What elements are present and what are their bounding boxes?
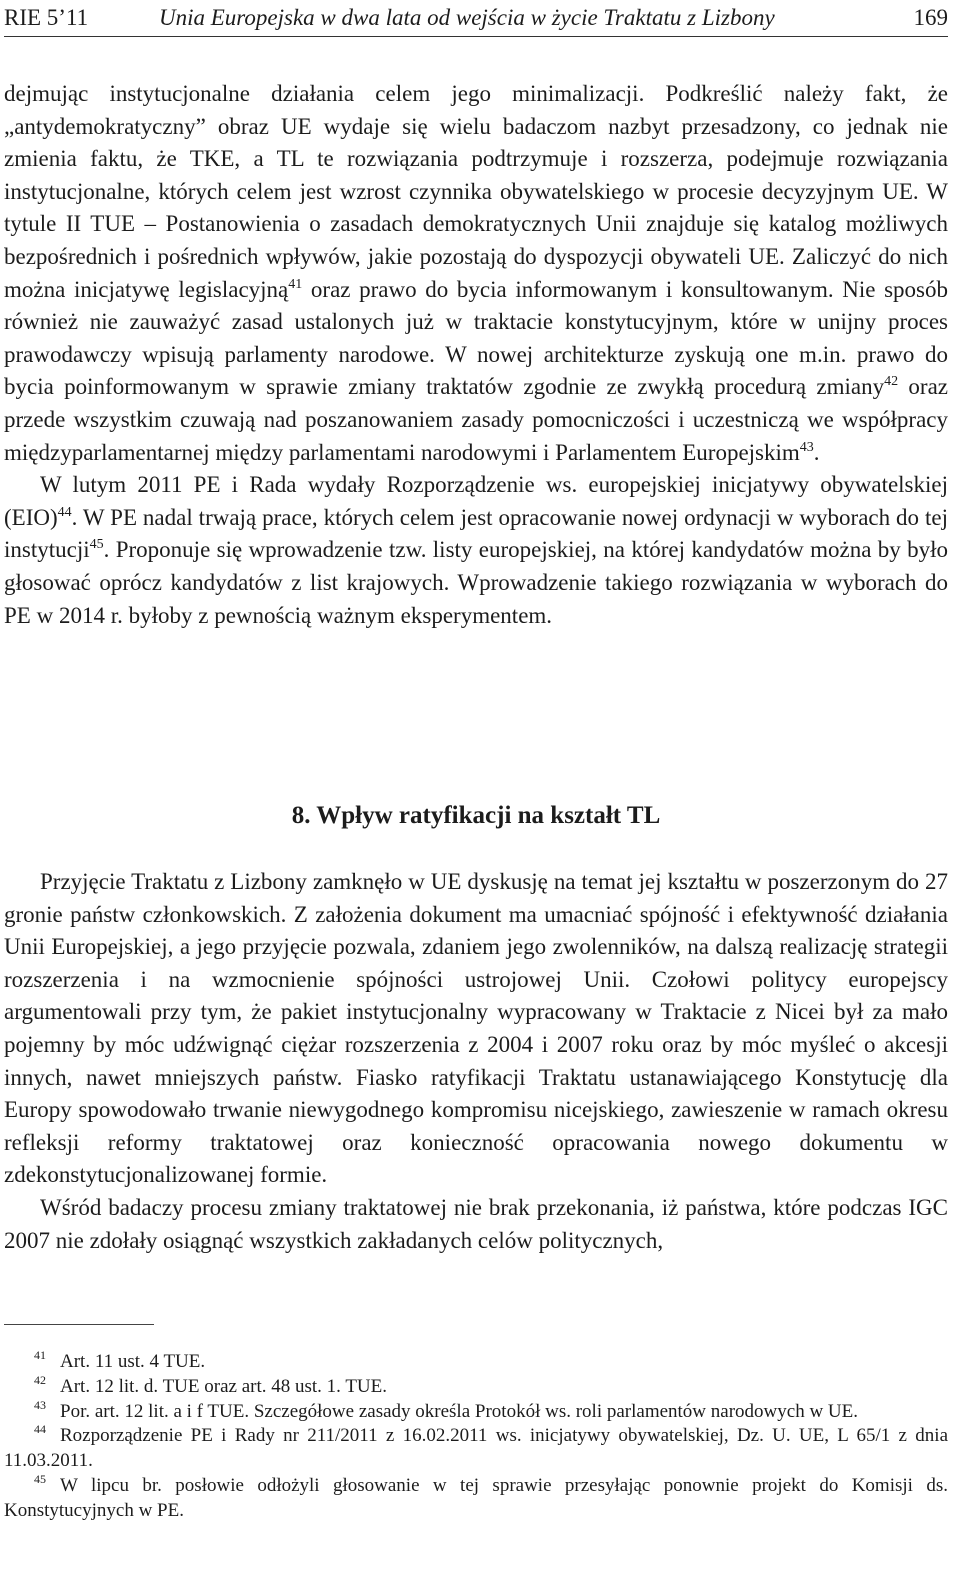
footnote-ref[interactable]: 42 xyxy=(884,374,899,390)
footnote xyxy=(4,1372,948,1400)
page-number: 169 xyxy=(913,5,948,30)
footnote-text: Art. 12 lit. d. TUE oraz art. 48 ust. 1. TUE. xyxy=(60,1375,387,1397)
paragraph: W lutym 2011 PE i Rada wydały Rozporządzenie ws. europejskiej inicjatywy obywatelskiej (EIO)$^{44}$. W PE nadal trwają prace, których celem jest opracowanie nowej ordynacji w wyborach do tej instytucji$^{45}$. Proponuje się wprowadzenie tzw. listy europejskiej, na której kandydatów można by było głosować oprócz kandydatów z list krajowych. Wprowadzenie takiego rozwiązania w wyborach do PE w 2014 r. byłoby z pewnością ważnym eksperymentem. xyxy=(4,472,948,628)
footnote-divider xyxy=(4,1324,154,1325)
body-text xyxy=(4,78,948,632)
footnote-number: 44 xyxy=(34,1422,46,1437)
footnote-ref[interactable]: 41 xyxy=(288,276,303,292)
footnote-number: 45 xyxy=(34,1471,46,1486)
journal-label: RIE 5’11 xyxy=(4,5,89,30)
running-header xyxy=(4,2,948,37)
running-title: Unia Europejska w dwa lata od wejścia w życie Traktatu z Lizbony xyxy=(159,5,775,30)
footnote-number: 43 xyxy=(34,1397,46,1412)
footnote-text: W lipcu br. posłowie odłożyli głosowanie w tej sprawie przesyłając ponownie projekt do Komisji ds. Konstytucyjnych w PE. xyxy=(4,1474,948,1521)
footnote-ref[interactable]: 43 xyxy=(799,439,814,455)
footnote-text: Art. 11 ust. 4 TUE. xyxy=(60,1351,206,1372)
paragraph: dejmując instytucjonalne działania celem jego minimalizacji. Podkreślić należy fakt, że „antydemokratyczny” obraz UE wydaje się wielu badaczom nazbyt przesadzony, co jednak nie zmienia faktu, że TKE, a TL te rozwiązania podtrzymuje i rozszerza, podejmuje rozwiązania instytucjonalne, których celem jest wzrost czynnika obywatelskiego w procesie decyzyjnym UE. W tytule II TUE – Postanowienia o zasadach demokratycznych Unii znajduje się katalog możliwych bezpośrednich i pośrednich wpływów, jakie pozostają do dyspozycji obywateli UE. Zaliczyć do nich można inicjatywę legislacyjną$^{41}$ oraz prawo do bycia informowanym i konsultowanym. Nie sposób również nie zauważyć zasad ustalonych już w traktacie konstytucyjnym, które w unijny proces prawodawczy wpisują parlamenty narodowe. W nowej architekturze zyskują one m.in. prawo do bycia poinformowanym w sprawie zmiany traktatów zgodnie ze zwykłą procedurą zmiany$^{42}$ oraz przede wszystkim czuwają nad poszanowaniem zasady pomocniczości i uczestniczą we współpracy międzyparlamentarnej między parlamentami narodowymi i Parlamentem Europejskim$^{43}$. xyxy=(4,81,949,465)
footnote xyxy=(4,1471,948,1524)
footnote xyxy=(4,1397,948,1425)
section-heading: 8. Wpływ ratyfikacji na kształt TL xyxy=(291,802,661,829)
paragraph: Przyjęcie Traktatu z Lizbony zamknęło w UE dyskusję na temat jej kształtu w poszerzonym do 27 gronie państw członkowskich. Z założenia dokument ma umacniać spójność i efektywność działania Unii Europejskiej, a jego przyjęcie pozwala, zdaniem jego zwolenników, na dalszą realizację strategii rozszerzenia i na wzmocnienie spójności ustrojowej Unii. Czołowi politycy europejscy argumentowali przy tym, że pakiet instytucjonalny wypracowany w Traktacie z Nicei był za mało pojemny by móc udźwignąć ciężar rozszerzenia z 2004 i 2007 roku oraz by móc myśleć o akcesji innych, nawet mniejszych państw. Fiasko ratyfikacji Traktatu ustanawiającego Konstytucję dla Europy spowodowało trwanie niewygodnego kompromisu nicejskiego, zawieszenie w ramach okresu refleksji reformy traktatowej oraz konieczność opracowania nowego dokumentu w zdekonstytucjonalizowanej formie. xyxy=(4,869,948,1188)
footnote-number: 41 xyxy=(34,1348,46,1362)
footnote-ref[interactable]: 44 xyxy=(57,504,72,520)
footnote-text: Rozporządzenie PE i Rady nr 211/2011 z 16.02.2011 ws. inicjatywy obywatelskiej, Dz. U. UE, L 65/1 z dnia 11.03.2011. xyxy=(4,1425,948,1472)
footnote-number: 42 xyxy=(34,1372,46,1387)
section-body xyxy=(4,866,948,1257)
paragraph: Wśród badaczy procesu zmiany traktatowej nie brak przekonania, iż państwa, które podczas IGC 2007 nie zdołały osiągnąć wszystkich zakładanych celów politycznych, xyxy=(4,1194,948,1253)
footnote xyxy=(4,1424,948,1474)
footnote-text: Por. art. 12 lit. a i f TUE. Szczegółowe zasady określa Protokół ws. roli parlamentów narodowych w UE. xyxy=(60,1400,858,1422)
footnote xyxy=(4,1350,948,1375)
footnote-ref[interactable]: 45 xyxy=(89,537,104,553)
footnotes xyxy=(4,1350,948,1524)
